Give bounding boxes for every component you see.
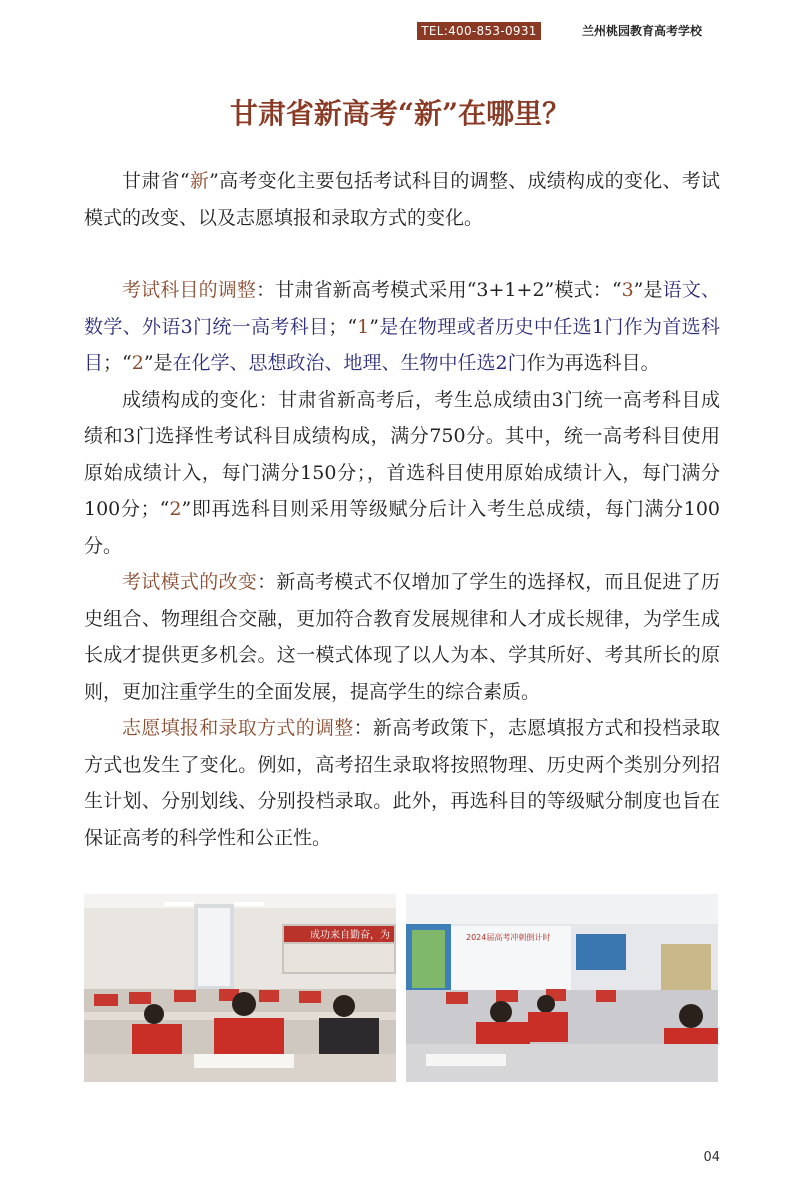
classroom-photo-left xyxy=(84,894,396,1082)
scores-num-2: 2 xyxy=(169,498,182,520)
scores-paragraph xyxy=(84,382,720,565)
mode-paragraph xyxy=(84,564,720,710)
subjects-heading: 考试科目的调整 xyxy=(122,279,257,301)
classroom-board-text: 2024届高考冲刺倒计时 xyxy=(466,933,551,942)
subjects-text: ：甘肃省新高考模式采用“3+1+2”模式：“ xyxy=(256,279,622,301)
subjects-first-choice: 是在物理或者历史中任选1门作为首选科目 xyxy=(84,315,720,374)
school-name: 兰州桃园教育高考学校 xyxy=(582,24,703,38)
intro-highlight: 新 xyxy=(189,170,210,192)
phone-badge: TEL:400-853-0931 xyxy=(417,22,541,40)
subjects-text: ；“ xyxy=(328,315,358,338)
scores-text: 成绩构成的变化：甘肃省新高考后，考生总成绩由3门统一高考科目成绩和3门选择性考试科目成绩构成，满分750分。其中，统一高考科目使用原始成绩计入，每门满分150分；，首选科目使用原始成绩计入，每门满分100分；“ xyxy=(84,388,720,520)
admission-heading: 志愿填报和录取方式的调整 xyxy=(122,717,354,739)
classroom-photo-right xyxy=(406,894,718,1082)
classroom-photos xyxy=(84,894,720,1082)
subjects-core-subjects: 语文、数学、外语3门统一高考科目 xyxy=(84,279,720,338)
page-number: 04 xyxy=(703,1150,720,1165)
article-body xyxy=(84,163,720,856)
mode-heading: 考试模式的改变 xyxy=(122,571,258,593)
subjects-paragraph xyxy=(84,272,720,382)
page-title: 甘肃省新高考“新”在哪里？ xyxy=(229,97,571,130)
intro-paragraph xyxy=(84,163,720,236)
subjects-second-choice: 在化学、思想政治、地理、生物中任选2门 xyxy=(172,352,527,374)
classroom-banner-text: 成功来自勤奋，为 xyxy=(310,930,390,941)
admission-paragraph xyxy=(84,710,720,856)
intro-text-cont: ”高考变化主要包括考试科目的调整、成绩构成的变化、考试模式的改变、以及志愿填报和录取方式的变化。 xyxy=(84,170,720,229)
subjects-num-3: 3 xyxy=(621,279,634,301)
scores-text-cont: ”即再选科目则采用等级赋分后计入考生总成绩，每门满分100分。 xyxy=(84,498,721,557)
admission-text: ：新高考政策下，志愿填报方式和投档录取方式也发生了变化。例如，高考招生录取将按照物理、历史两个类别分列招生计划、分别划线、分别投档录取。此外，再选科目的等级赋分制度也旨在保证高考的科学性和公正性。 xyxy=(84,717,720,849)
subjects-num-1: 1 xyxy=(357,315,370,338)
page-header xyxy=(0,22,800,42)
mode-text: ：新高考模式不仅增加了学生的选择权，而且促进了历史组合、物理组合交融，更加符合教育发展规律和人才成长规律，为学生成长成才提供更多机会。这一模式体现了以人为本、学其所好、考其所长的原则，更加注重学生的全面发展，提高学生的综合素质。 xyxy=(84,571,720,703)
intro-text: 甘肃省“ xyxy=(122,170,190,192)
subjects-text: ”是 xyxy=(143,352,173,374)
subjects-text: ” xyxy=(369,315,379,338)
subjects-text: ；“ xyxy=(103,352,132,374)
subjects-text: 作为再选科目。 xyxy=(526,352,660,374)
subjects-num-2: 2 xyxy=(131,352,144,374)
subjects-text: ”是 xyxy=(633,279,663,301)
